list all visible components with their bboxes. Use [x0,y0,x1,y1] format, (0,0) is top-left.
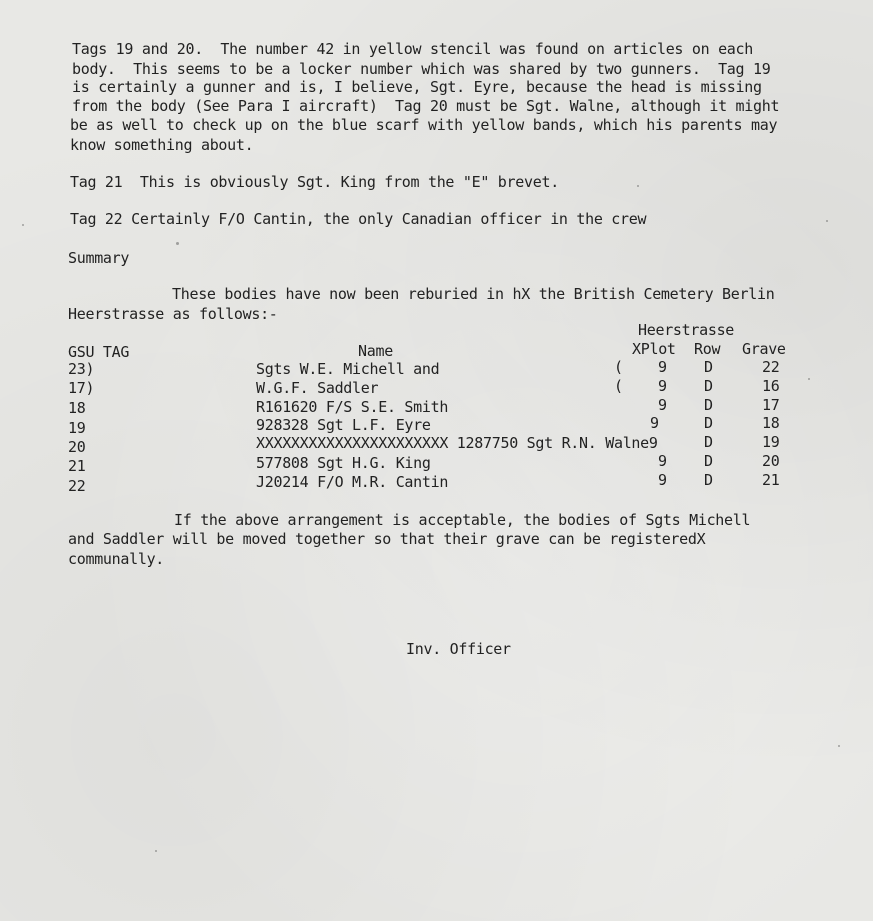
reburial-intro-line1: These bodies have now been reburied in hX the British Cemetery Berlin [172,285,775,303]
table-cell-row: D [704,396,713,414]
table-cell-tag: 23) [68,360,95,378]
tags-paragraph-line: from the body (See Para I aircraft) Tag 20 must be Sgt. Walne, although it might [72,97,780,115]
table-cell-row: D [704,433,713,451]
table-cell-row: D [704,377,713,395]
scan-speck [155,850,157,852]
table-cell-tag: 20 [68,438,86,456]
table-cell-name: 577808 Sgt H.G. King [256,454,431,472]
table-cell-plot: 9 [650,414,659,432]
summary-heading: Summary [68,249,130,267]
table-cell-name: 928328 Sgt L.F. Eyre [256,416,431,434]
tags-paragraph-line: body. This seems to be a locker number which was shared by two gunners. Tag 19 [72,60,771,78]
table-cell-plot: 9 [658,471,667,489]
closing-paragraph-line2: and Saddler will be moved together so that their grave can be registeredX [68,530,706,548]
tag22-note: Tag 22 Certainly F/O Cantin, the only Canadian officer in the crew [70,210,647,228]
tags-paragraph-line: know something about. [70,136,254,154]
table-cell-name: R161620 F/S S.E. Smith [256,398,449,416]
table-header-tag: GSU TAG [68,343,130,361]
scan-speck [176,242,179,245]
table-header-row: Row [694,340,721,358]
table-header-grave: Grave [742,340,786,358]
table-cell-grave: 20 [762,452,780,470]
table-cell-plot: 9 [658,452,667,470]
table-cell-name: W.G.F. Saddler [256,379,379,397]
table-group-header: Heerstrasse [638,321,735,339]
scan-speck [22,224,24,226]
table-cell-grave: 19 [762,433,780,451]
table-cell-grave: 21 [762,471,780,489]
table-cell-row: D [704,358,713,376]
table-cell-row: D [704,452,713,470]
table-cell-tag: 18 [68,399,86,417]
scan-speck [808,378,810,380]
table-cell-tag: 21 [68,457,86,475]
table-cell-plot: 9 [658,358,667,376]
table-cell-row: D [704,414,713,432]
table-cell-tag: 17) [68,379,95,397]
table-cell-brace: ( [614,358,623,376]
table-header-plot: XPlot [632,340,676,358]
table-cell-brace: ( [614,377,623,395]
table-cell-tag: 22 [68,477,86,495]
table-cell-name: Sgts W.E. Michell and [256,360,440,378]
scan-speck [838,745,840,747]
signature: Inv. Officer [406,640,511,658]
tags-paragraph-line: is certainly a gunner and is, I believe, Sgt. Eyre, because the head is missing [72,78,762,96]
table-cell-grave: 16 [762,377,780,395]
table-cell-grave: 17 [762,396,780,414]
table-cell-name: XXXXXXXXXXXXXXXXXXXXXX 1287750 Sgt R.N. Walne9 [256,434,658,452]
table-cell-grave: 18 [762,414,780,432]
closing-paragraph-line3: communally. [68,550,165,568]
table-cell-grave: 22 [762,358,780,376]
tags-paragraph-line: be as well to check up on the blue scarf with yellow bands, which his parents may [70,116,778,134]
table-cell-tag: 19 [68,419,86,437]
table-cell-plot: 9 [658,377,667,395]
table-cell-row: D [704,471,713,489]
tags-paragraph-line: Tags 19 and 20. The number 42 in yellow stencil was found on articles on each [72,40,754,58]
reburial-intro-line2: Heerstrasse as follows:- [68,305,278,323]
scan-speck [637,185,639,187]
tag21-note: Tag 21 This is obviously Sgt. King from the "E" brevet. [70,173,559,191]
closing-paragraph-line1: If the above arrangement is acceptable, the bodies of Sgts Michell [174,511,751,529]
scan-speck [826,220,828,222]
table-cell-name: J20214 F/O M.R. Cantin [256,473,449,491]
table-header-name: Name [358,342,393,360]
table-cell-plot: 9 [658,396,667,414]
